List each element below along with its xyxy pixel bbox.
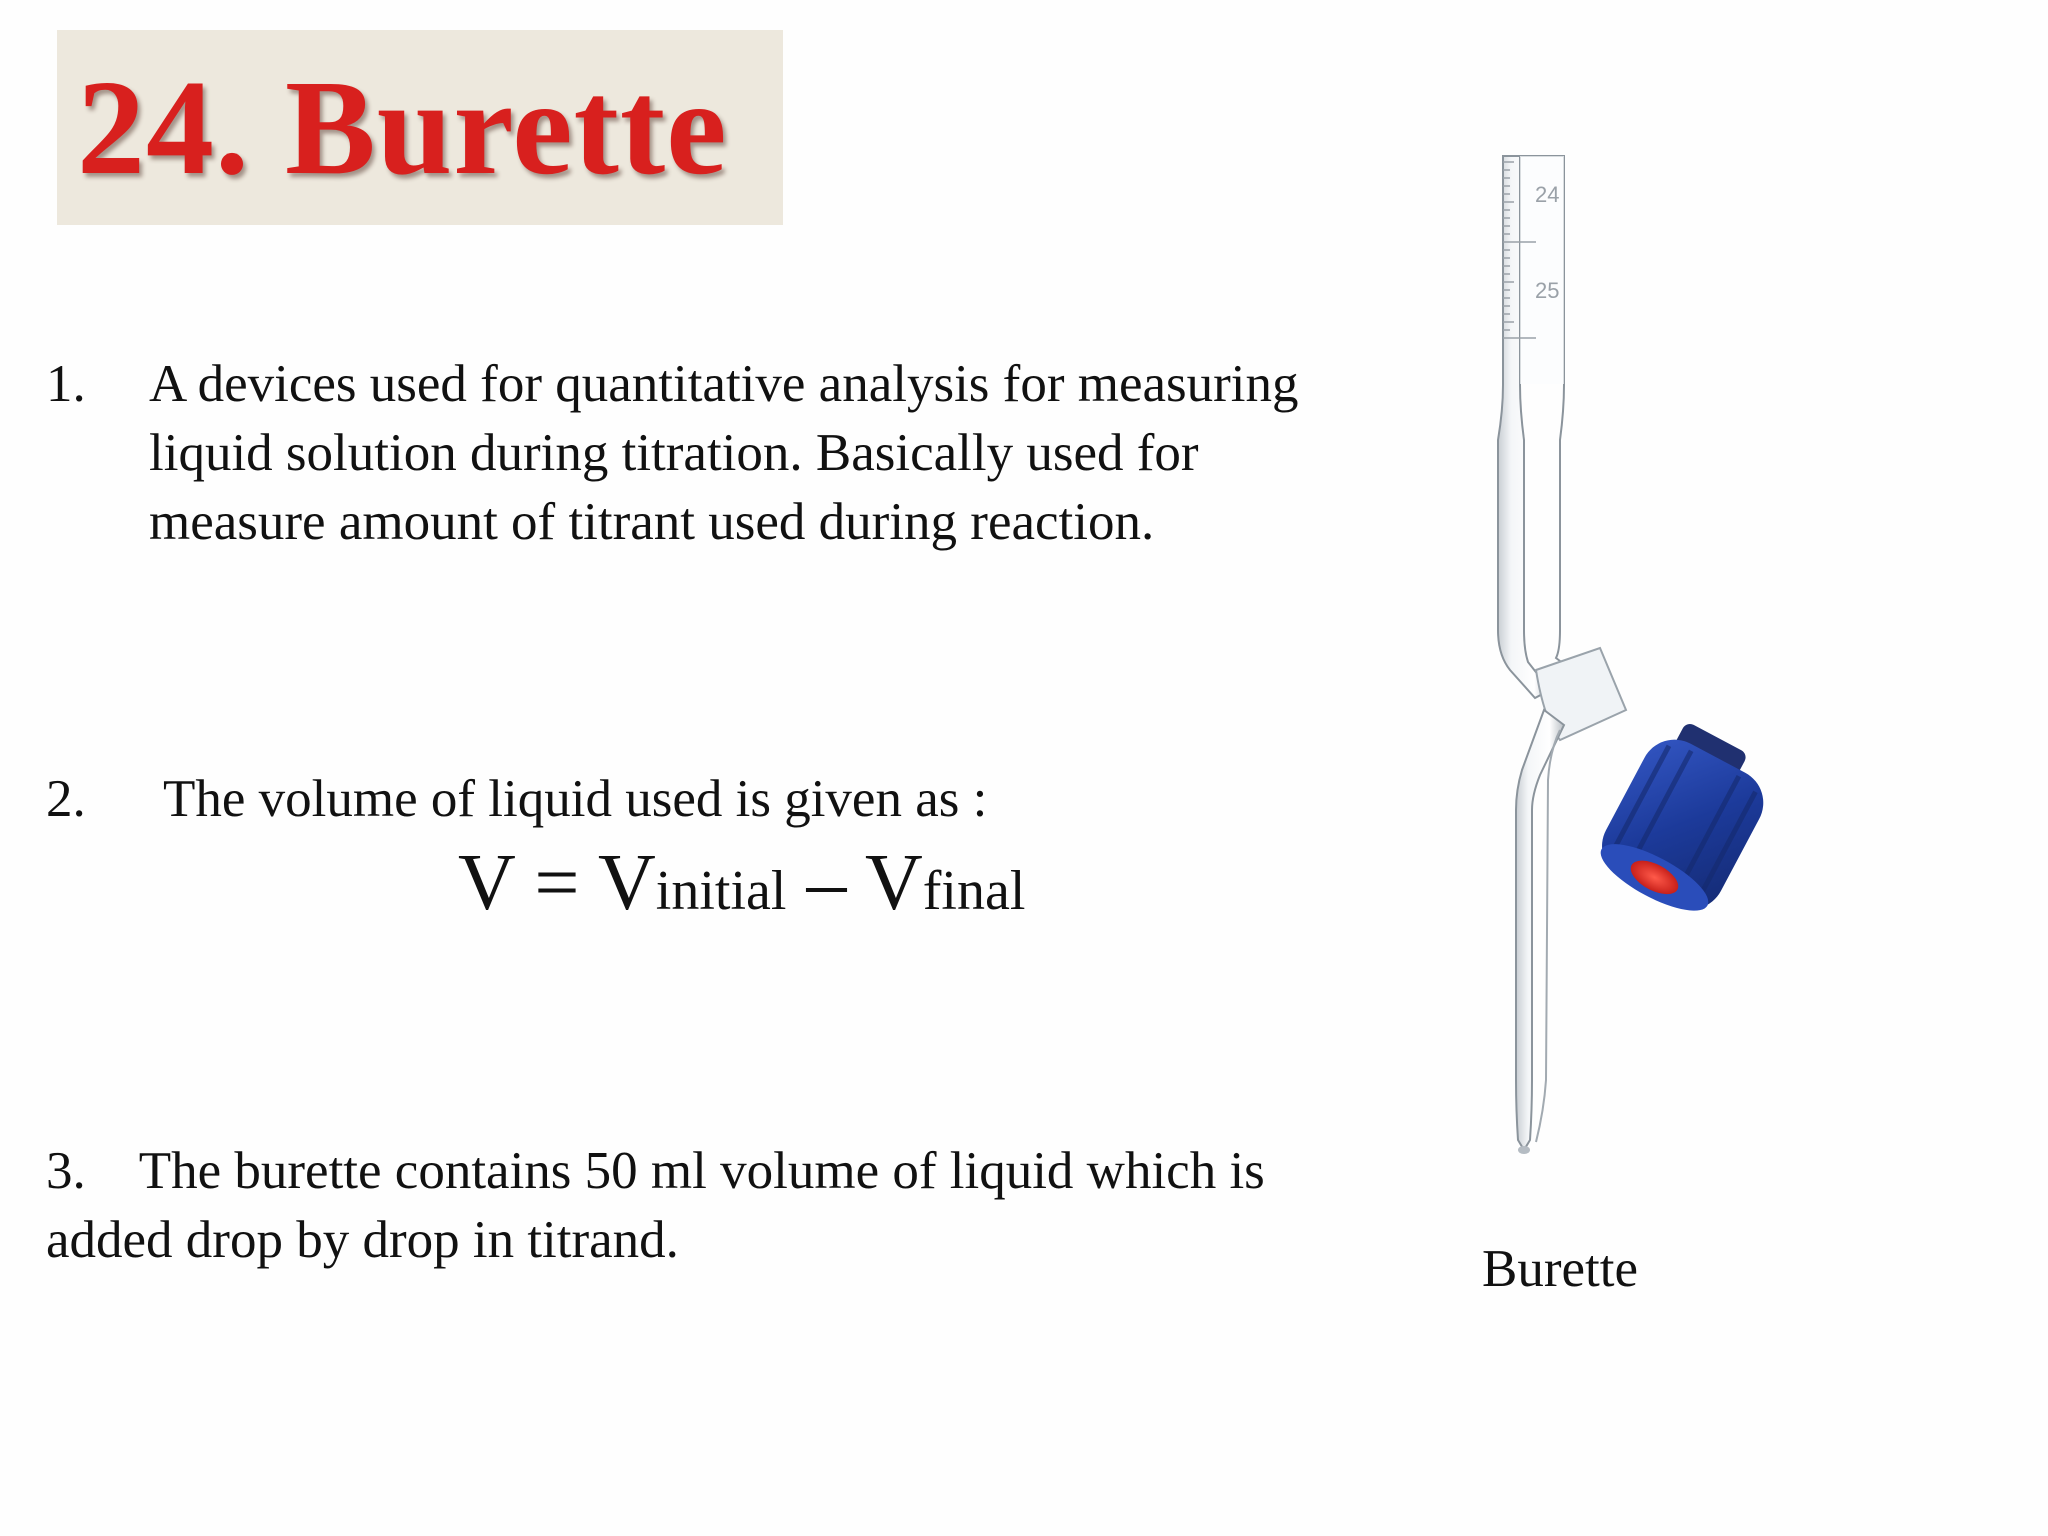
formula-initial: initial [655,860,787,922]
volume-formula [458,838,1025,936]
list-item-1 [46,350,1366,557]
list-item-3 [46,1137,1396,1275]
formula-lhs: V = V [458,839,656,927]
burette-illustration [1440,150,1840,1180]
scale-label-25: 25 [1535,278,1560,303]
list-number-1: 1. [46,355,86,413]
stopcock-icon [1588,712,1784,926]
formula-minus: – V [786,839,923,927]
list-number-3: 3. [46,1142,86,1200]
list-text-2: The volume of liquid used is given as : [163,770,988,828]
list-item-2 [46,765,1366,834]
burette-tube [1498,156,1626,1154]
list-number-2: 2. [46,770,86,828]
formula-final: final [922,860,1026,922]
list-text-3: The burette contains 50 ml volume of liquid which is added drop by drop in titrand. [46,1142,1265,1269]
slide-title: 24. Burette [77,52,728,203]
title-banner [57,30,783,225]
list-spacer [86,1142,139,1200]
scale-label-24: 24 [1535,182,1560,207]
list-text-1: A devices used for quantitative analysis for measuring liquid solution during titration. Basically used for measure amount of titrant used during reaction. [149,355,1299,551]
image-caption: Burette [1482,1240,1638,1298]
